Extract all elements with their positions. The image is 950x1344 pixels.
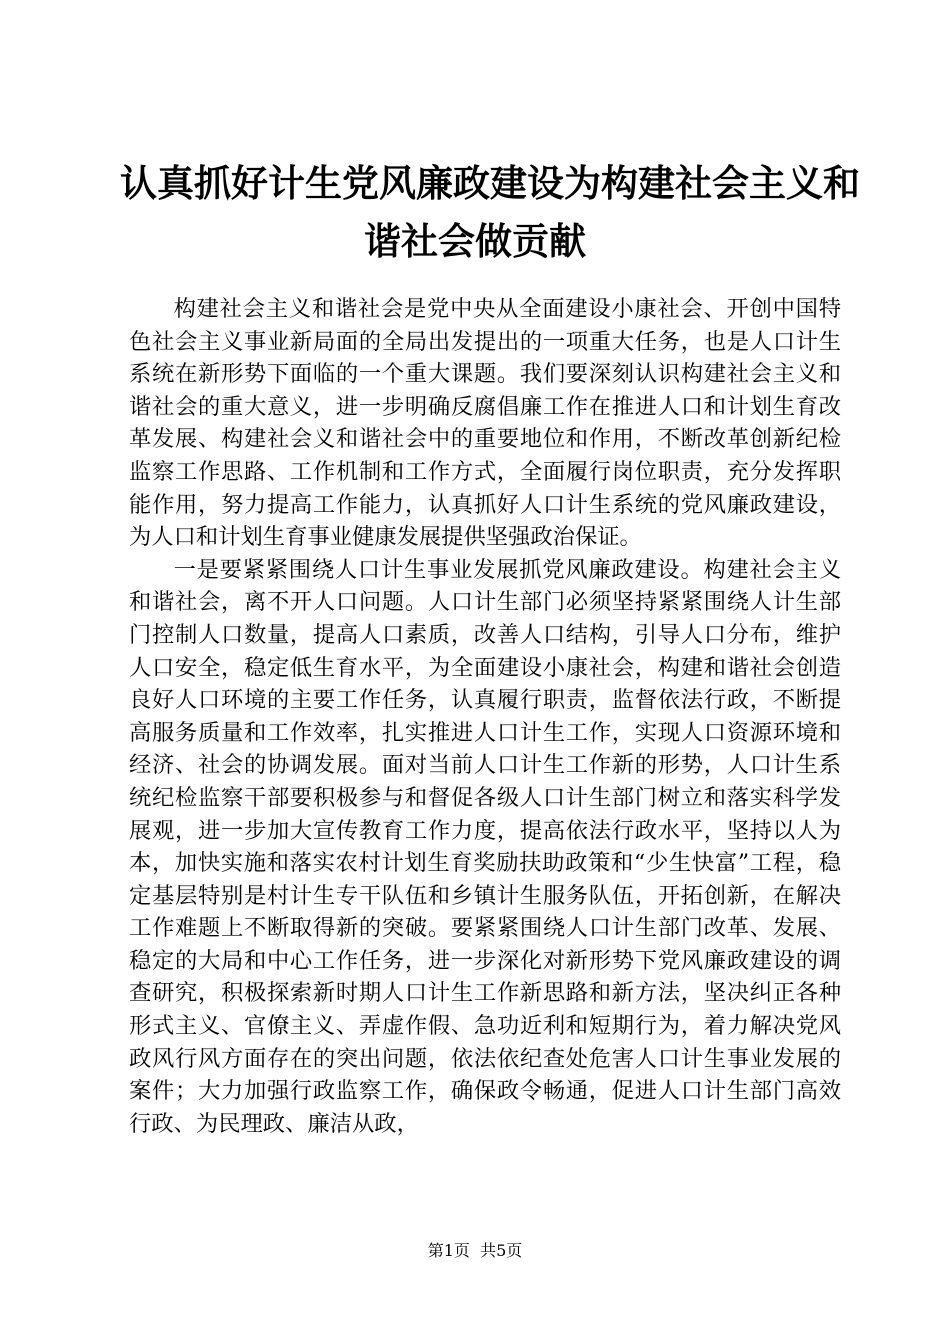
page-footer	[0, 1241, 950, 1261]
page-number: 第1页	[427, 1241, 470, 1260]
paragraph-intro: 构建社会主义和谐社会是党中央从全面建设小康社会、开创中国特色社会主义事业新局面的全局出发提出的一项重大任务，也是人口计生系统在新形势下面临的一个重大课题。我们要深刻认识构建社会主义和谐社会的重大意义，进一步明确反腐倡廉工作在推进人口和计划生育改革发展、构建社会义和谐社会中的重要地位和作用，不断改革创新纪检监察工作思路、工作机制和工作方式，全面履行岗位职责，充分发挥职能作用，努力提高工作能力，认真抓好人口计生系统的党风廉政建设，为人口和计划生育事业健康发展提供坚强政治保证。	[129, 296, 841, 551]
document-title-line-2: 谐社会做贡献	[364, 220, 586, 263]
footer-spacer	[470, 1241, 480, 1260]
document-title-line-1: 认真抓好计生党风廉政建设为构建社会主义和	[120, 162, 860, 205]
page-total: 共5页	[480, 1241, 523, 1260]
document-body	[129, 293, 841, 1140]
paragraph-point-one: 一是要紧紧围绕人口计生事业发展抓党风廉政建设。构建社会主义和谐社会，离不开人口问题。人口计生部门必须坚持紧紧围绕人计生部门控制人口数量，提高人口素质，改善人口结构，引导人口分布，维护人口安全，稳定低生育水平，为全面建设小康社会，构建和谐社会创造良好人口环境的主要工作任务，认真履行职责，监督依法行政，不断提高服务质量和工作效率，扎实推进人口计生工作，实现人口资源环境和经济、社会的协调发展。面对当前人口计生工作新的形势，人口计生系统纪检监察干部要积极参与和督促各级人口计生部门树立和落实科学发展观，进一步加大宣传教育工作力度，提高依法行政水平，坚持以人为本，加快实施和落实农村计划生育奖励扶助政策和“少生快富”工程，稳定基层特别是村计生专干队伍和乡镇计生服务队伍，开拓创新，在解决工作难题上不断取得新的突破。要紧紧围绕人口计生部门改革、发展、稳定的大局和中心工作任务，进一步深化对新形势下党风廉政建设的调查研究，积极探索新时期人口计生工作新思路和新方法，坚决纠正各种形式主义、官僚主义、弄虚作假、急功近利和短期行为，着力解决党风政风行风方面存在的突出问题，依法依纪查处危害人口计生事业发展的案件；大力加强行政监察工作，确保政令畅通，促进人口计生部门高效行政、为民理政、廉洁从政，	[129, 556, 841, 1137]
